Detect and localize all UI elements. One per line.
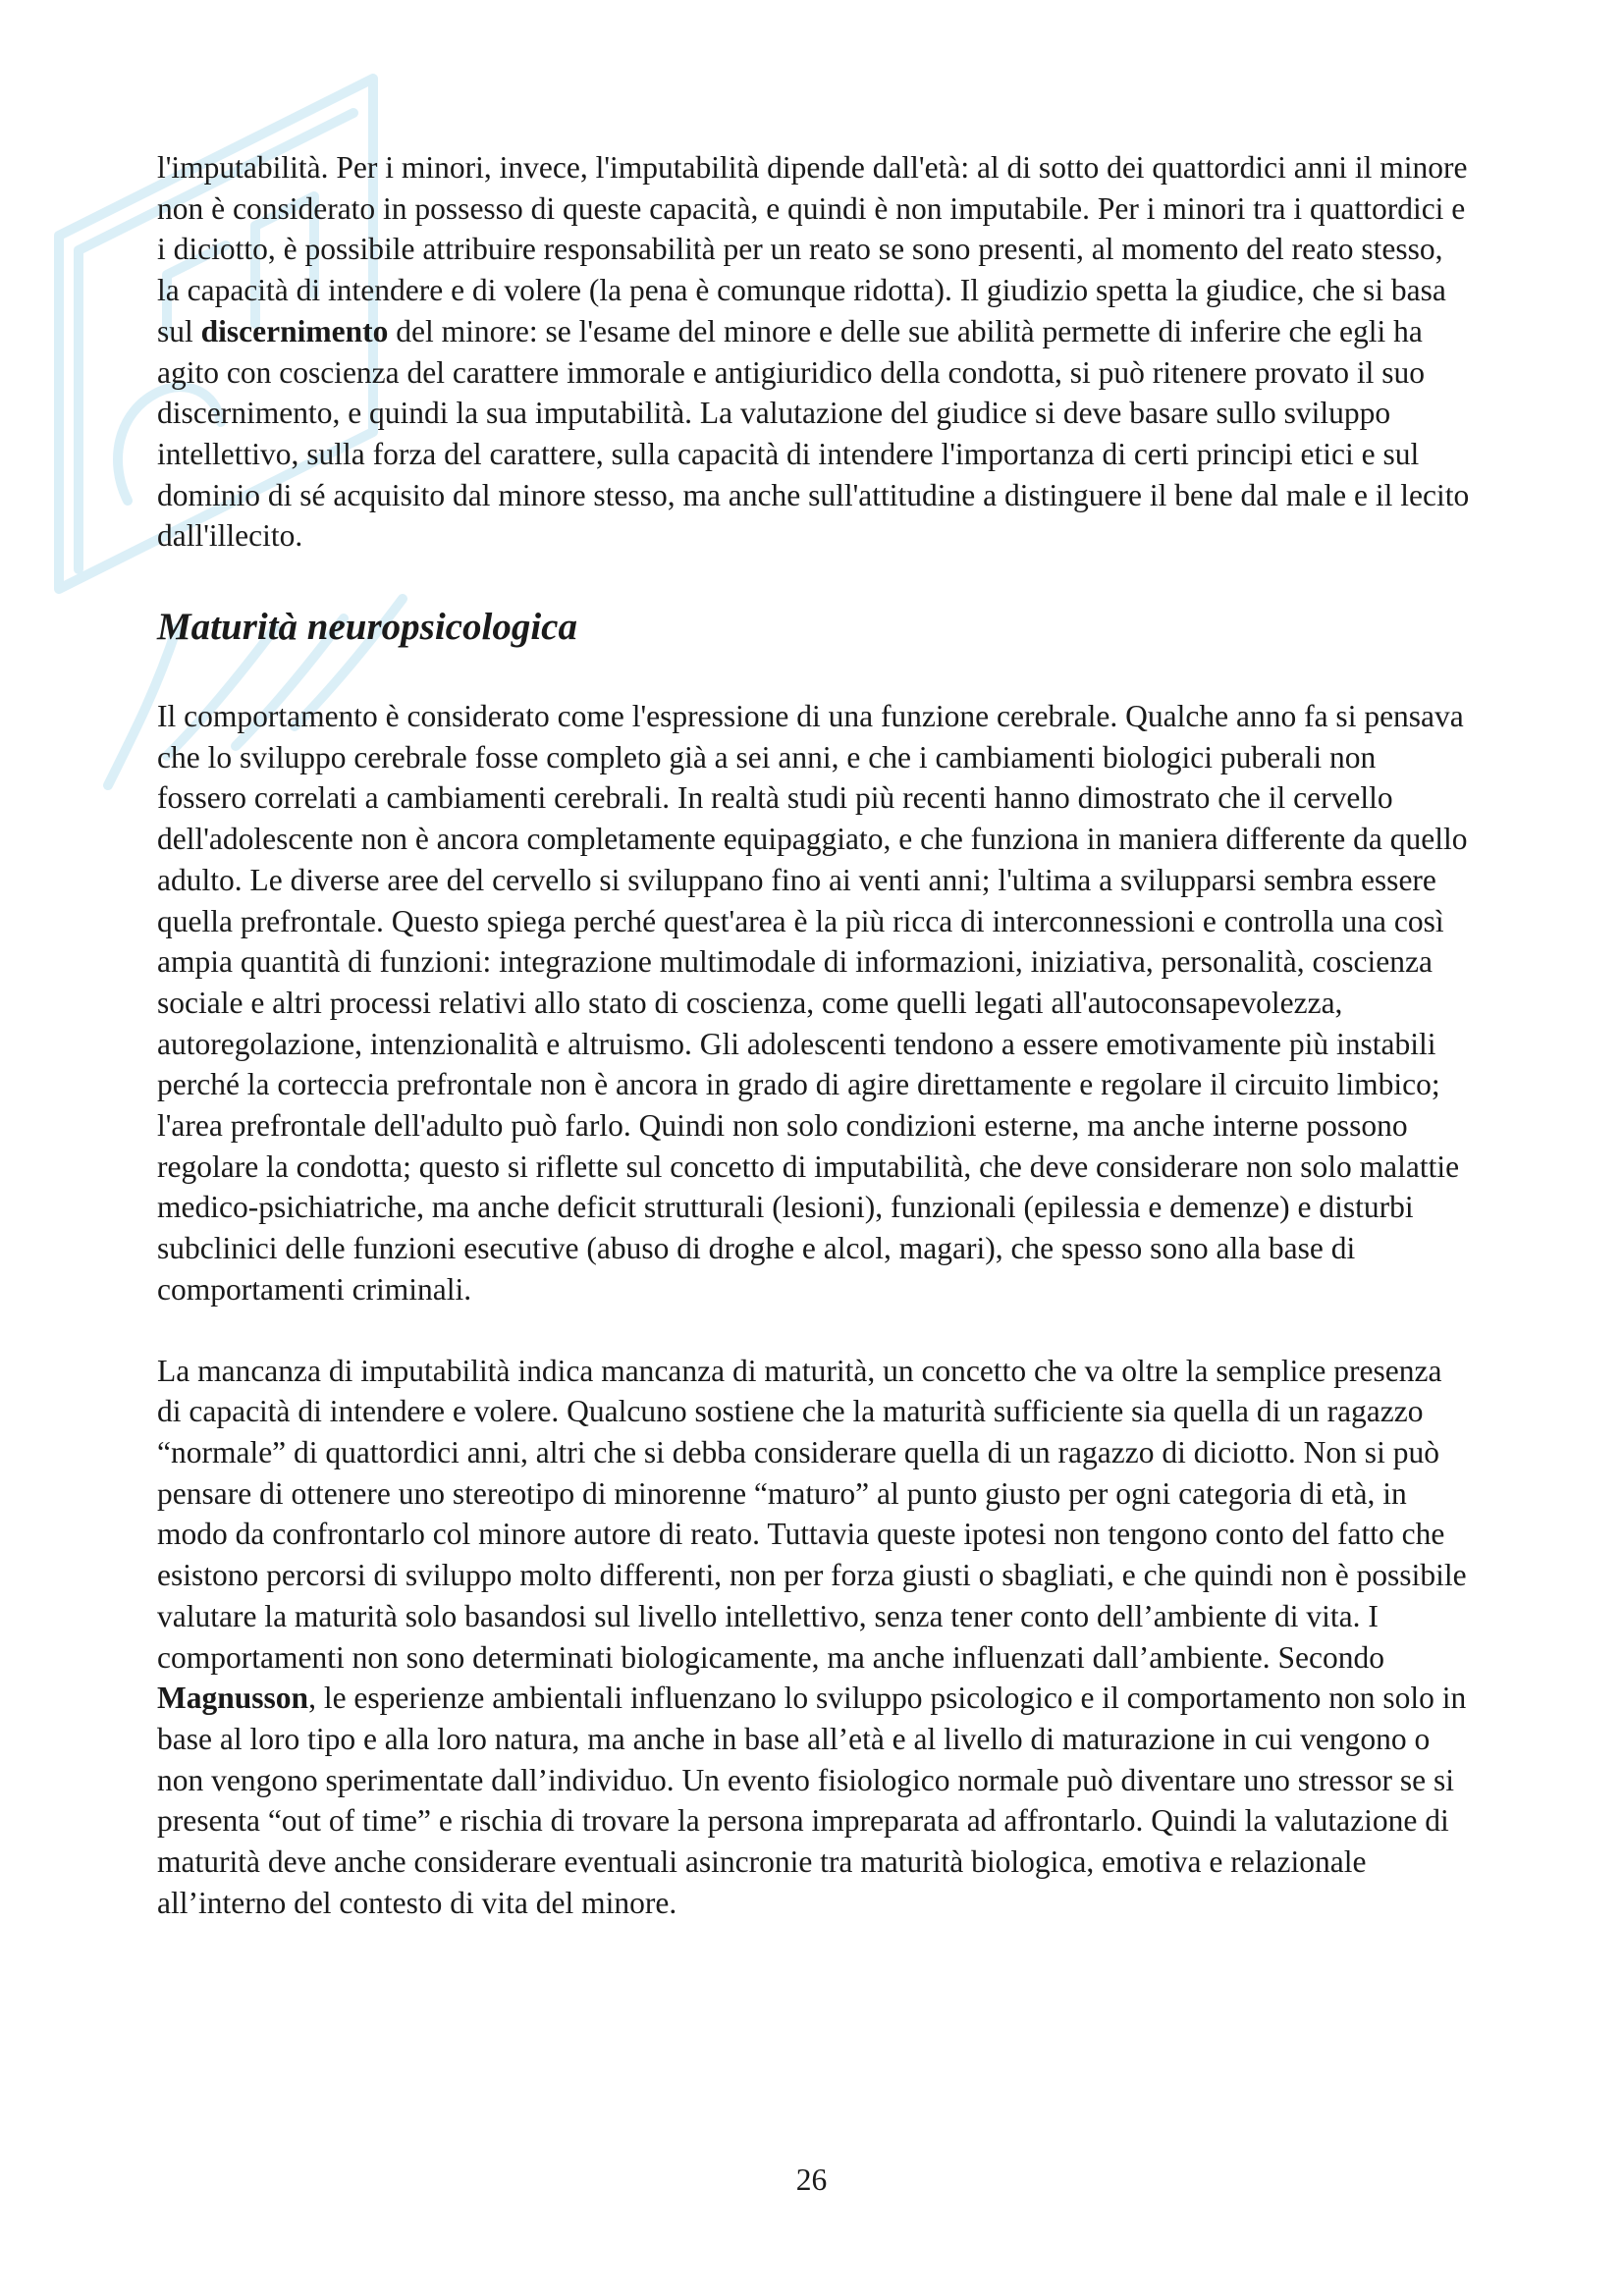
bold-term-magnusson: Magnusson: [157, 1681, 309, 1716]
bold-term-discernimento: discernimento: [200, 313, 389, 348]
paragraph-maturity: La mancanza di imputabilità indica mancanza di maturità, un concetto che va oltre la semplice presenza di capacità di intendere e volere. Qualcuno sostiene che la maturità sufficiente sia quella di un ragazzo “normale” di quattordici anni, altri che si debba considerare quella di un ragazzo di diciotto. Non si può pensare di ottenere uno stereotipo di minorenne “maturo” al punto giusto per ogni categoria di età, in modo da confrontarlo col minore autore di reato. Tuttavia queste ipotesi non tengono conto del fatto che esistono percorsi di sviluppo molto differenti, non per forza giusti o sbagliati, e che quindi non è possibile valutare la maturità solo basandosi sul livello intellettivo, senza tener conto dell’ambiente di vita. I comportamenti non sono determinati biologicamente, ma anche influenzati dall’ambiente. Secondo Magnusson, le esperienze ambientali influenzano lo sviluppo psicologico e il comportamento non solo in base al loro tipo e alla loro natura, ma anche in base all’età e al livello di maturazione in cui vengono o non vengono sperimentate dall’individuo. Un evento fisiologico normale può diventare uno stressor se si presenta “out of time” e rischia di trovare la persona impreparata ad affrontarlo. Quindi la valutazione di maturità deve anche considerare eventuali asincronie tra maturità biologica, emotiva e relazionale all’interno del contesto di vita del minore.: [157, 1353, 1467, 1920]
page-content: [157, 147, 1473, 1923]
paragraph-neuropsychology: Il comportamento è considerato come l'espressione di una funzione cerebrale. Qualche anno fa si pensava che lo sviluppo cerebrale fosse completo già a sei anni, e che i cambiamenti biologici puberali non fossero correlati a cambiamenti cerebrali. In realtà studi più recenti hanno dimostrato che il cervello dell'adolescente non è ancora completamente equipaggiato, e che funziona in maniera differente da quello adulto. Le diverse aree del cervello si sviluppano fino ai venti anni; l'ultima a svilupparsi sembra essere quella prefrontale. Questo spiega perché quest'area è la più ricca di interconnessioni e controlla una così ampia quantità di funzioni: integrazione multimodale di informazioni, iniziativa, personalità, coscienza sociale e altri processi relativi allo stato di coscienza, come quelli legati all'autoconsapevolezza, autoregolazione, intenzionalità e altruismo. Gli adolescenti tendono a essere emotivamente più instabili perché la corteccia prefrontale non è ancora in grado di agire direttamente e regolare il circuito limbico; l'area prefrontale dell'adulto può farlo. Quindi non solo condizioni esterne, ma anche interne possono regolare la condotta; questo si riflette sul concetto di imputabilità, che deve considerare non solo malattie medico-psichiatriche, ma anche deficit strutturali (lesioni), funzionali (epilessia e demenze) e disturbi subclinici delle funzioni esecutive (abuso di droghe e alcol, magari), che spesso sono alla base di comportamenti criminali.: [157, 699, 1468, 1307]
page-number: 26: [795, 2163, 828, 2197]
section-heading: Maturità neuropsicologica: [157, 606, 577, 649]
paragraph-imputability: l'imputabilità. Per i minori, invece, l'imputabilità dipende dall'età: al di sotto dei quattordici anni il minore non è considerato in possesso di queste capacità, e quindi è non imputabile. Per i minori tra i quattordici e i diciotto, è possibile attribuire responsabilità per un reato se sono presenti, al momento del reato stesso, la capacità di intendere e di volere (la pena è comunque ridotta). Il giudizio spetta la giudice, che si basa sul discernimento del minore: se l'esame del minore e delle sue abilità permette di inferire che egli ha agito con coscienza del carattere immorale e antigiuridico della condotta, si può ritenere provato il suo discernimento, e quindi la sua imputabilità. La valutazione del giudice si deve basare sullo sviluppo intellettivo, sulla forza del carattere, sulla capacità di intendere l'importanza di certi principi etici e sul dominio di sé acquisito dal minore stesso, ma anche sull'attitudine a distinguere il bene dal male e il lecito dall'illecito.: [157, 150, 1470, 554]
